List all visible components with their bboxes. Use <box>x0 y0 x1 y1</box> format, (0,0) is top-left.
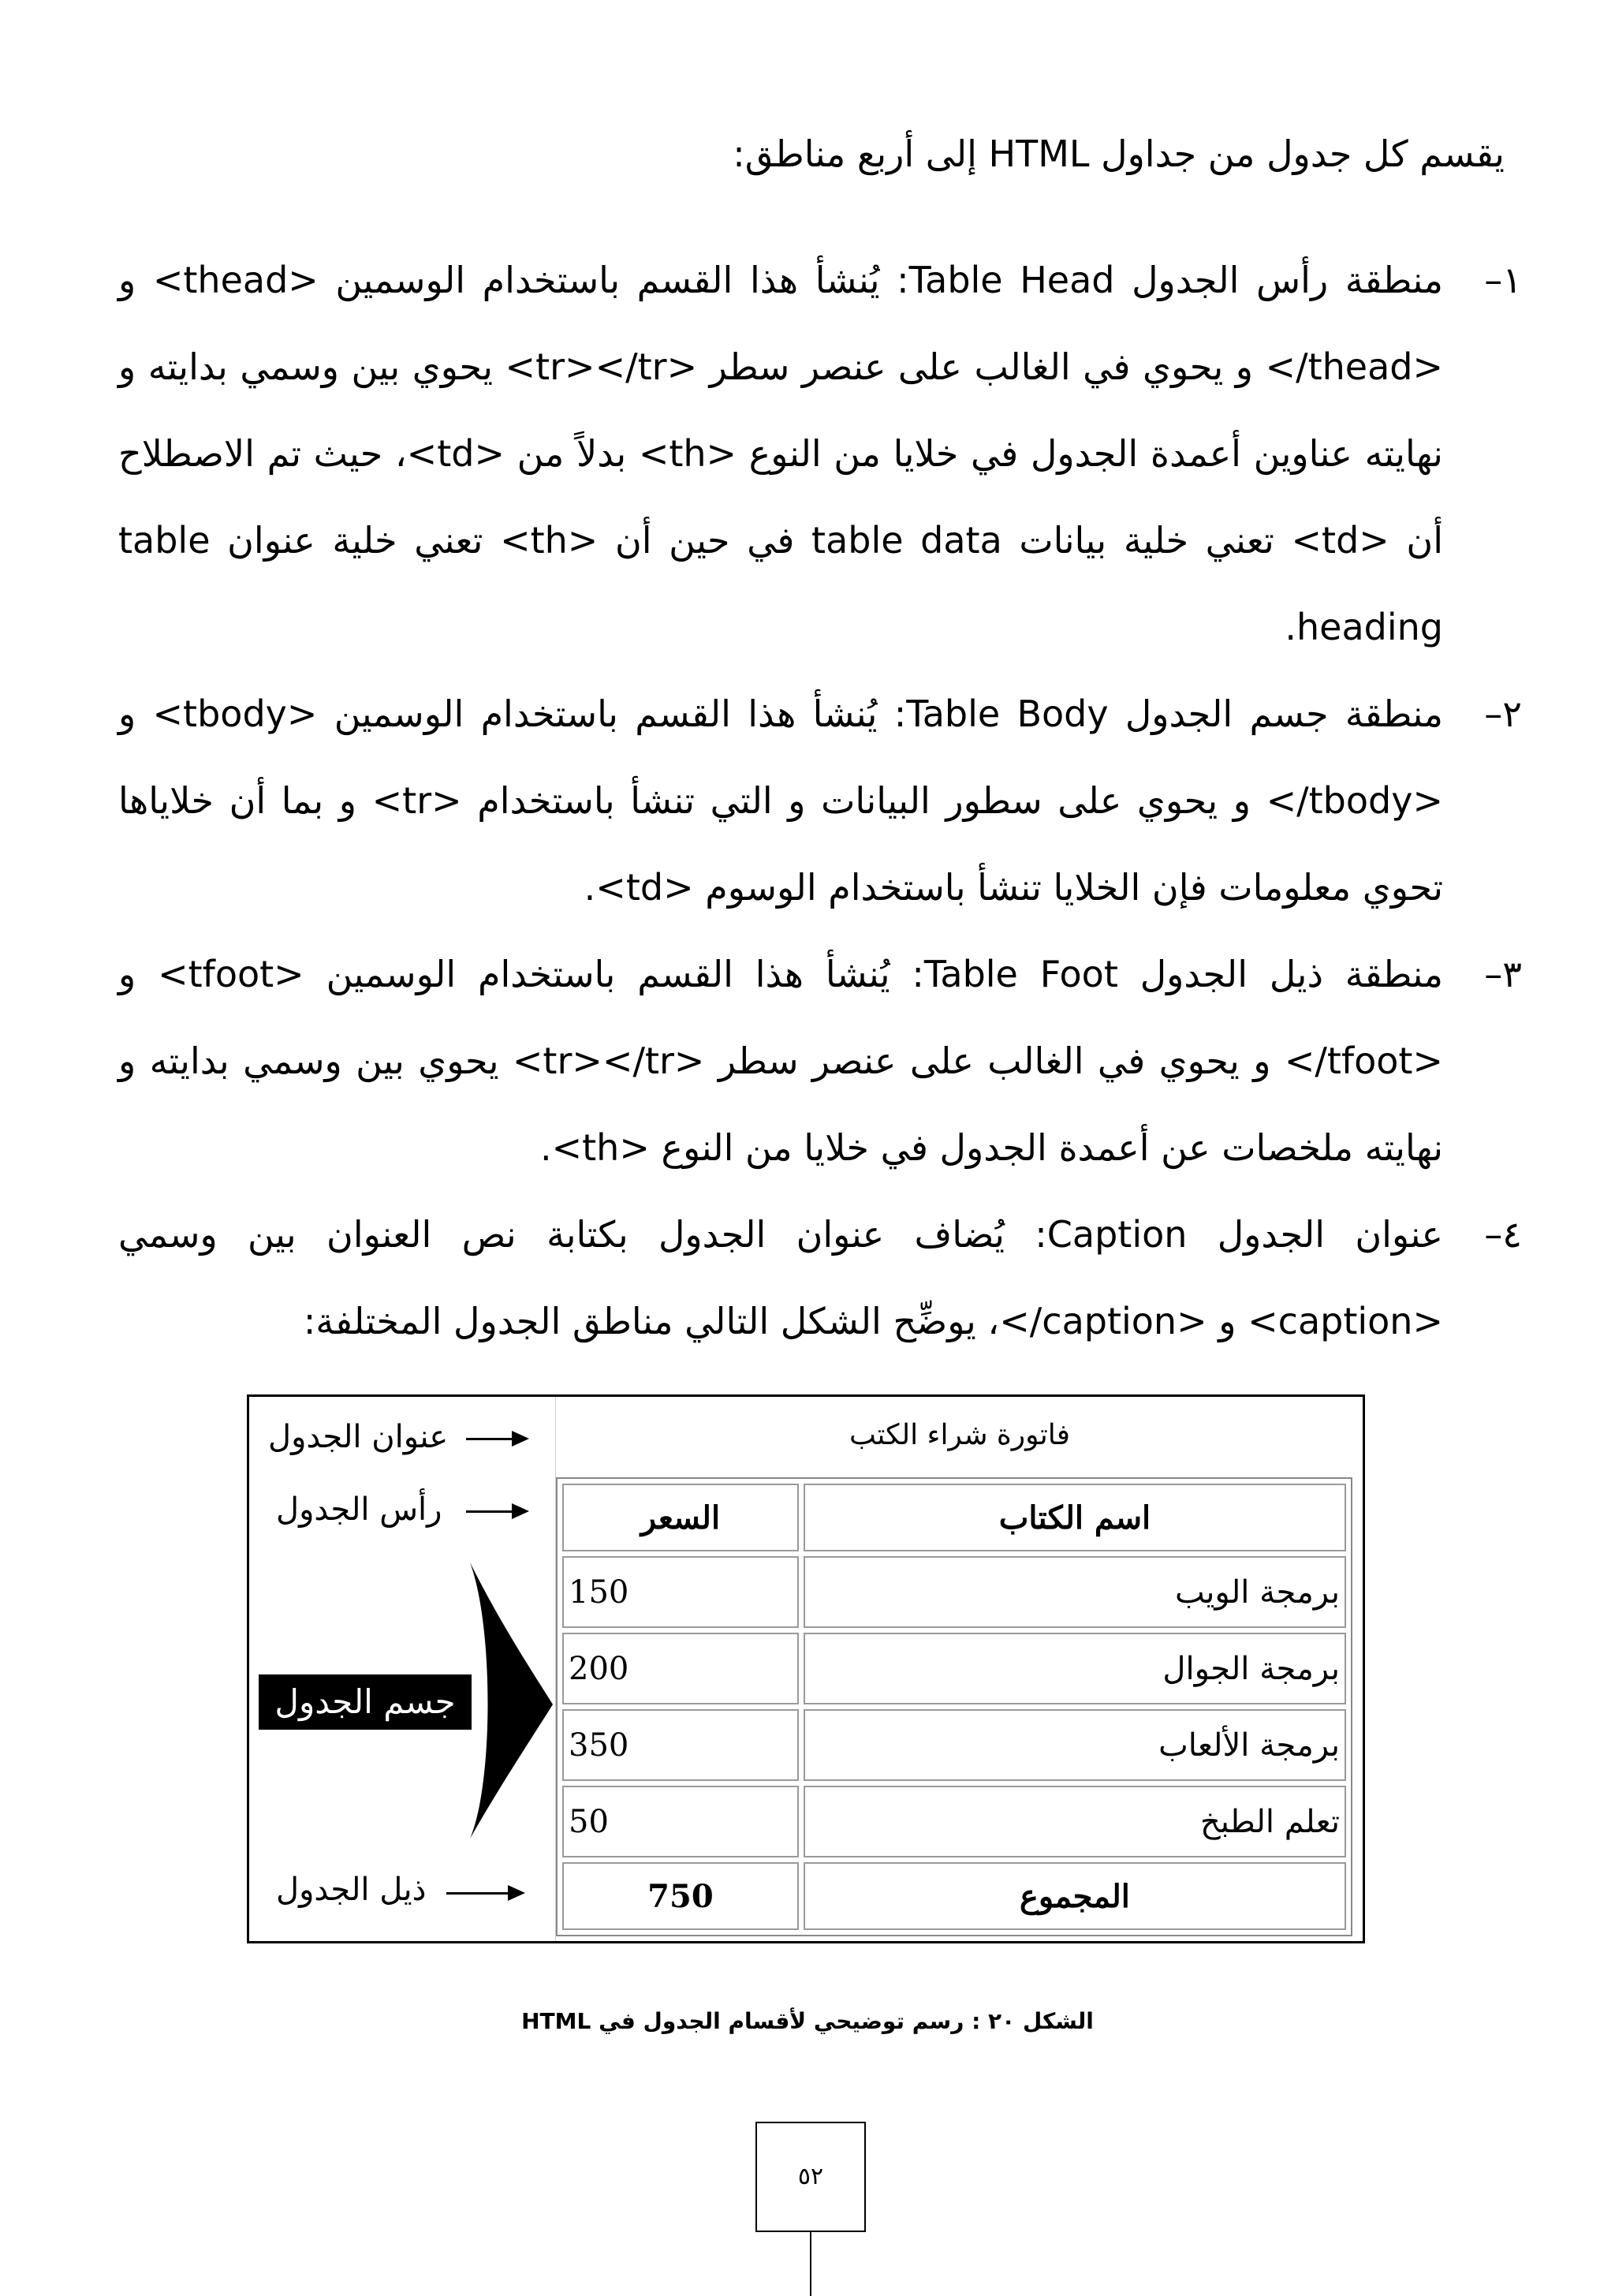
text-run: و <box>118 953 159 995</box>
text-run: و بما أن خلاياها تحوي معلومات فإن الخلايا تنشأ باستخدام الوسوم <box>118 779 1443 909</box>
table-sections-figure <box>247 1394 1365 1943</box>
code-tag: <caption> <box>1248 1300 1443 1342</box>
text-run: تعني خلية بيانات <box>1001 519 1292 562</box>
term: table heading <box>118 519 1443 648</box>
term: Caption <box>1046 1213 1188 1256</box>
table-row <box>562 1786 1346 1857</box>
code-tag: <th> <box>638 432 737 475</box>
text-run: يحوي بين وسمي بدايته و نهايته عناوين أعمدة الجدول في خلايا من النوع <box>118 345 1443 475</box>
code-tag: <tr> <box>371 779 462 822</box>
table-row <box>562 1709 1346 1781</box>
code-tag: </caption> <box>999 1300 1207 1342</box>
text-run: : يُنشأ هذا القسم باستخدام الوسمين <box>304 953 924 995</box>
table-row <box>562 1633 1346 1704</box>
text-run: و <box>118 259 153 301</box>
caption-label: عنوان الجدول <box>268 1419 449 1455</box>
intro-paragraph: يقسم كل جدول من جداول HTML إلى أربع مناطق: <box>733 133 1505 175</box>
cell-price: 150 <box>562 1556 799 1628</box>
footer-total-label: المجموع <box>804 1862 1346 1930</box>
item-text <box>118 1191 1443 1365</box>
code-tag: <tfoot> <box>158 953 304 995</box>
arrow-line <box>466 1510 513 1513</box>
section-list <box>118 237 1522 1365</box>
text-run: : يُضاف عنوان الجدول بكتابة نص العنوان بين وسمي <box>118 1213 1047 1256</box>
item-text <box>118 670 1443 931</box>
cell-price: 350 <box>562 1709 799 1781</box>
code-tag: <td> <box>1291 519 1389 562</box>
text-run: منطقة رأس الجدول <box>1114 259 1443 301</box>
arrow-line <box>446 1892 509 1895</box>
cell-book-name: تعلم الطبخ <box>804 1786 1346 1857</box>
code-tag: </thead> <box>1265 345 1444 388</box>
term: Table Foot <box>923 953 1118 995</box>
code-tag: <thead> <box>152 259 319 301</box>
term: table data <box>811 519 1002 562</box>
code-tag: <th> <box>500 519 599 562</box>
arrow-right-icon <box>508 1885 525 1901</box>
text-run: : يُنشأ هذا القسم باستخدام الوسمين <box>318 259 909 301</box>
arrow-line <box>466 1438 513 1440</box>
code-tag: <tr></tr> <box>505 345 698 388</box>
text-run: و <box>118 693 153 735</box>
header-book-name: اسم الكتاب <box>804 1484 1346 1551</box>
text-run: يحوي بين وسمي بدايته و نهايته ملخصات عن أعمدة الجدول في خلايا من النوع <box>118 1040 1443 1169</box>
text-run: و يحوي في الغالب على عنصر سطر <box>704 1040 1285 1082</box>
page-number: ٥٢ <box>755 2122 866 2232</box>
cell-book-name: برمجة الألعاب <box>804 1709 1346 1781</box>
header-price: السعر <box>562 1484 799 1551</box>
text-run: و يحوي في الغالب على عنصر سطر <box>697 345 1266 388</box>
sample-table <box>556 1477 1352 1936</box>
table-footer-row <box>562 1862 1346 1930</box>
code-tag: </tbody> <box>1266 779 1443 822</box>
text-run: في حين أن <box>598 519 812 562</box>
figure-caption: الشكل ٢٠ : رسم توضيحي لأقسام الجدول في HTML <box>521 2008 1094 2034</box>
table-row <box>562 1556 1346 1628</box>
text-run: تعني خلية عنوان <box>210 519 501 562</box>
table-caption: فاتورة شراء الكتب <box>849 1419 1070 1451</box>
footer-total-value: 750 <box>562 1862 799 1930</box>
text-run: . <box>539 1126 552 1169</box>
cell-book-name: برمجة الجوال <box>804 1633 1346 1704</box>
body-label: جسم الجدول <box>259 1674 472 1730</box>
code-tag: <tbody> <box>152 693 318 735</box>
term: Table Body <box>906 693 1109 735</box>
sample-table-wrap <box>555 1397 1363 1941</box>
text-run: منطقة جسم الجدول <box>1108 693 1444 735</box>
text-run: . <box>1285 606 1297 648</box>
code-tag: <tr></tr> <box>512 1040 705 1082</box>
list-item <box>118 931 1522 1191</box>
list-item <box>118 237 1522 670</box>
text-run: و <box>1207 1300 1248 1342</box>
code-tag: </tfoot> <box>1284 1040 1443 1082</box>
code-tag: <th> <box>551 1126 650 1169</box>
item-number: ٣– <box>1484 953 1522 995</box>
arrow-right-icon <box>512 1503 529 1519</box>
arrow-right-icon <box>512 1431 529 1447</box>
page-divider-line <box>810 2232 811 2296</box>
cell-book-name: برمجة الويب <box>804 1556 1346 1628</box>
term: Table Head <box>908 259 1115 301</box>
text-run: و يحوي على سطور البيانات و التي تنشأ باستخدام <box>461 779 1266 822</box>
item-text <box>118 931 1443 1191</box>
code-tag: <td> <box>595 866 694 909</box>
text-run: عنوان الجدول <box>1187 1213 1443 1256</box>
text-run: : يُنشأ هذا القسم باستخدام الوسمين <box>317 693 907 735</box>
head-label: رأس الجدول <box>276 1491 442 1528</box>
item-text <box>118 237 1443 670</box>
cell-price: 200 <box>562 1633 799 1704</box>
text-run: ، حيث تم الاصطلاح أن <box>118 432 1443 562</box>
text-run: ، يوضِّح الشكل التالي مناطق الجدول المختلفة: <box>303 1300 1000 1342</box>
item-number: ٤– <box>1484 1213 1522 1256</box>
list-item <box>118 670 1522 931</box>
text-run: منطقة ذيل الجدول <box>1117 953 1443 995</box>
item-number: ٢– <box>1484 693 1522 735</box>
item-number: ١– <box>1484 259 1522 301</box>
text-run: . <box>584 866 596 909</box>
foot-label: ذيل الجدول <box>276 1872 427 1908</box>
code-tag: <td> <box>406 432 505 475</box>
cell-price: 50 <box>562 1786 799 1857</box>
table-header-row <box>562 1484 1346 1551</box>
list-item <box>118 1191 1522 1365</box>
text-run: بدلاً من <box>505 432 639 475</box>
